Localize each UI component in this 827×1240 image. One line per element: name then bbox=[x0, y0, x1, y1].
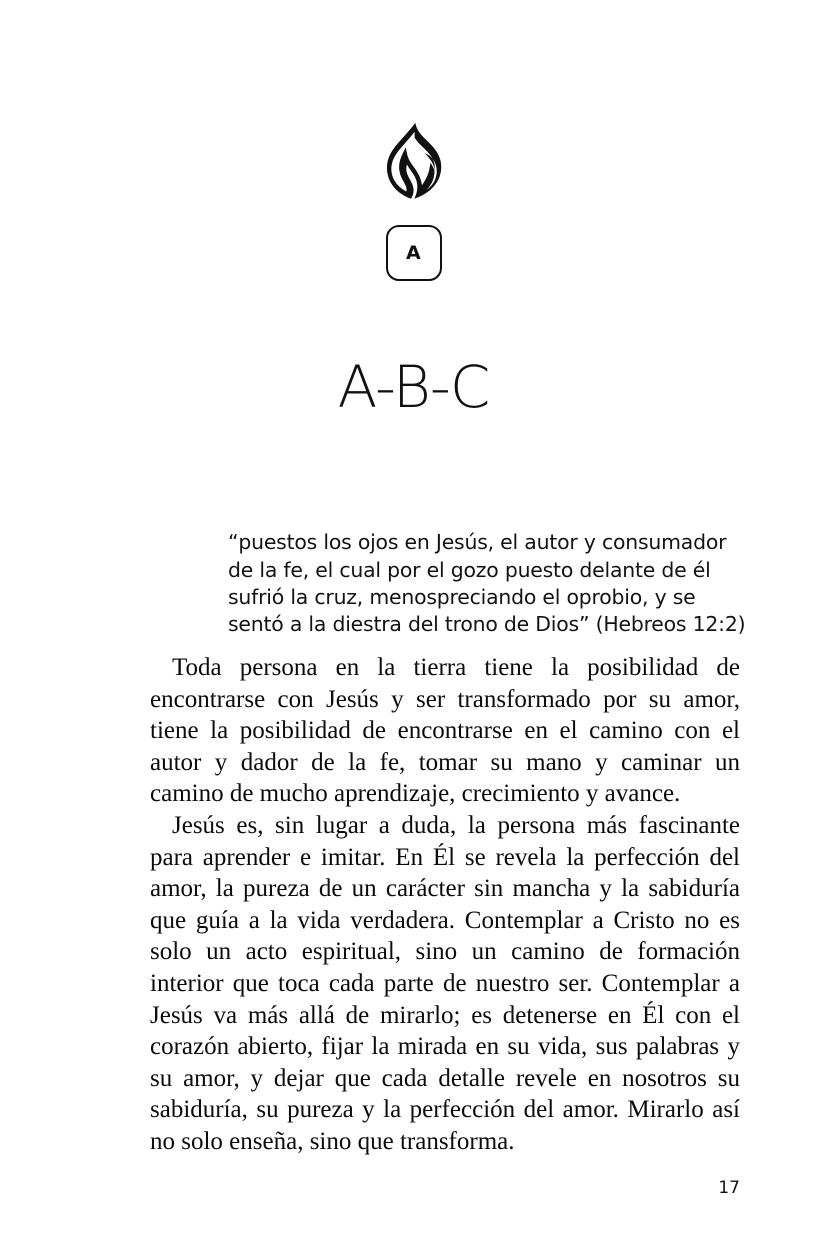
chapter-title: A-B-C bbox=[337, 352, 490, 421]
scripture-epigraph: “puestos los ojos en Jesús, el autor y consumador de la fe, el cual por el gozo puesto delante de él sufrió la cruz, menospreciando el oprobio, y se sentó a la diestra del trono de Dios” (Hebreos 12:2) bbox=[228, 530, 746, 636]
body-copy bbox=[150, 652, 740, 1158]
page-number: 17 bbox=[718, 1178, 740, 1198]
chapter-letter-badge bbox=[386, 225, 442, 281]
body-paragraph: Toda persona en la tierra tiene la posibilidad de encontrarse con Jesús y ser transformado por su amor, tiene la posibilidad de encontrarse en el camino con el autor y dador de la fe, tomar su mano y caminar un camino de mucho aprendizaje, crecimiento y avance. bbox=[150, 654, 740, 808]
flame-icon bbox=[386, 122, 442, 200]
body-paragraph: Jesús es, sin lugar a duda, la persona más fascinante para aprender e imitar. En Él se revela la perfección del amor, la pureza de un carácter sin mancha y la sabiduría que guía a la vida verdadera. Contemplar a Cristo no es solo un acto espiritual, sino un camino de formación interior que toca cada parte de nuestro ser. Contemplar a Jesús va más allá de mirarlo; es detenerse en Él con el corazón abierto, fijar la mirada en su vida, sus palabras y su amor, y dejar que cada detalle revele en nosotros su sabiduría, su pureza y la perfección del amor. Mirarlo así no solo enseña, sino que transforma. bbox=[150, 811, 740, 1155]
chapter-letter-badge-text: A bbox=[405, 241, 421, 264]
chapter-opener-ornament bbox=[0, 122, 827, 281]
